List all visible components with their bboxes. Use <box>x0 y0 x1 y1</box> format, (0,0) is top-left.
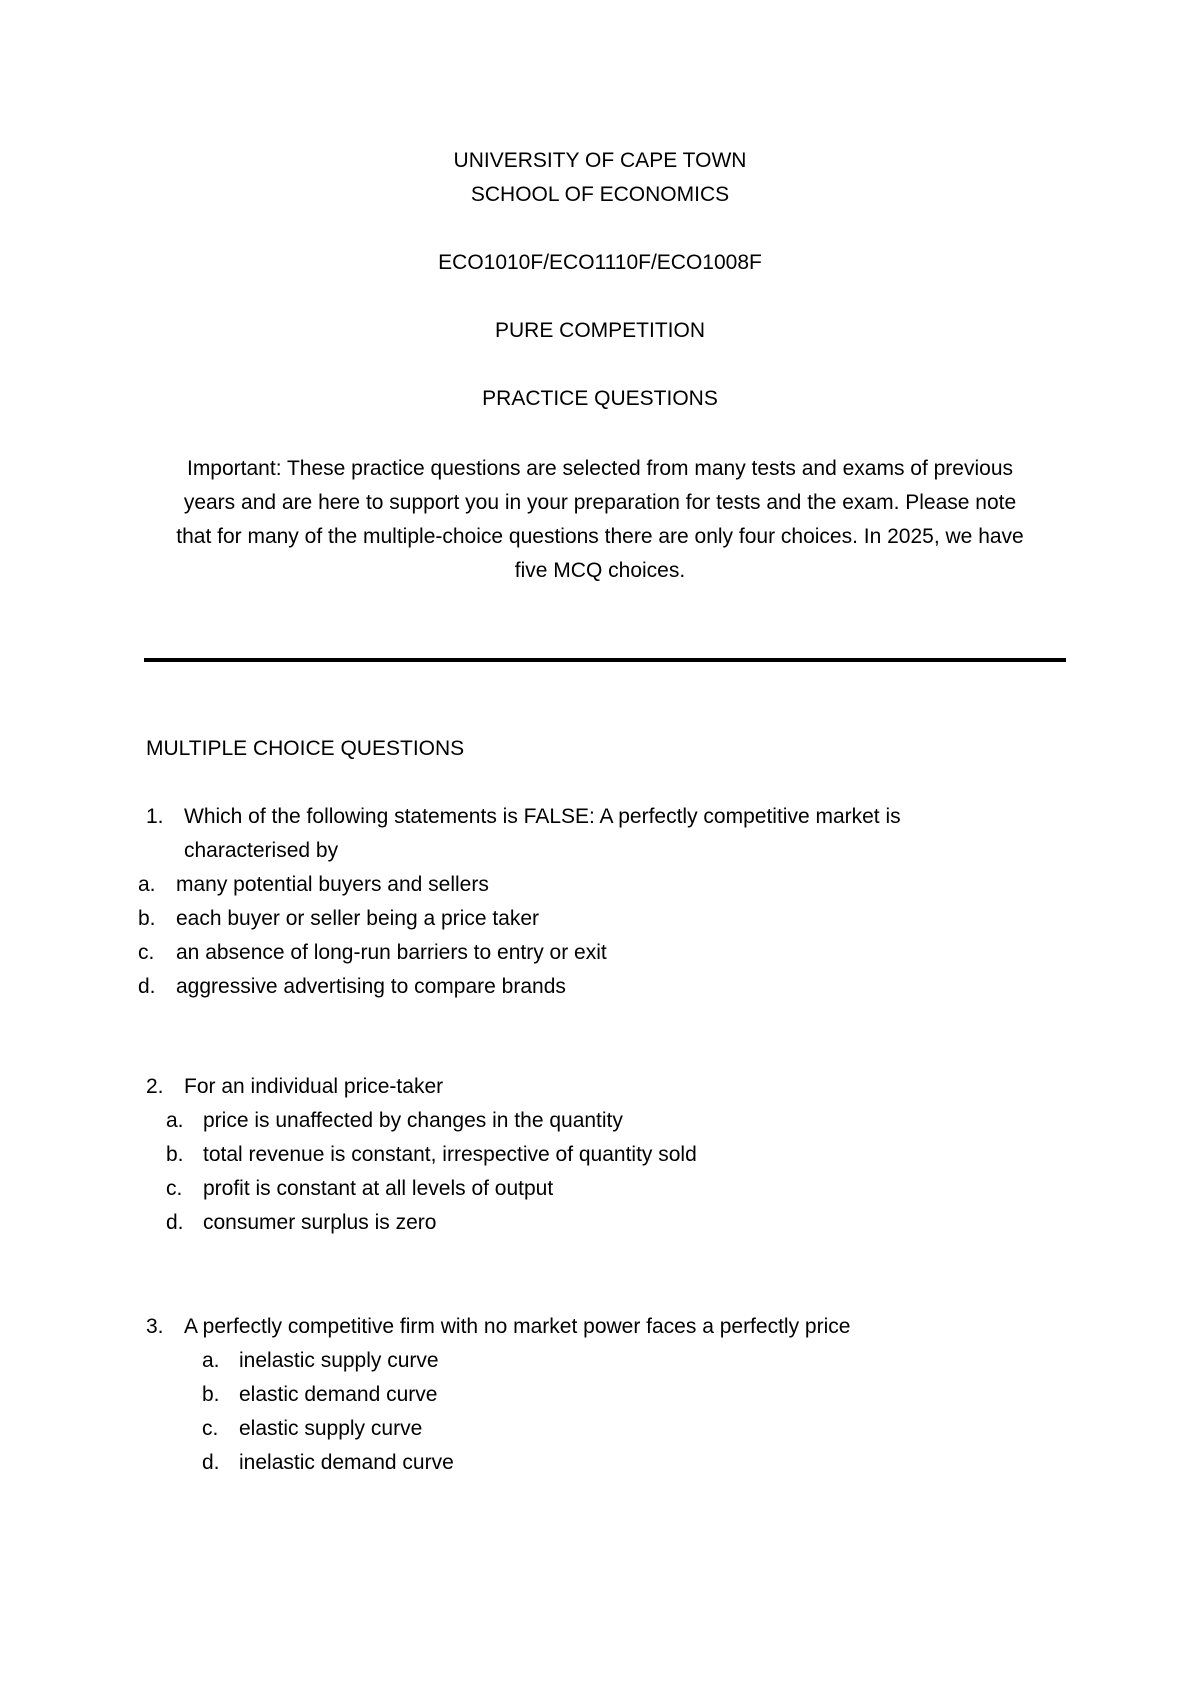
question-text: characterised by <box>184 839 339 862</box>
option-text: many potential buyers and sellers <box>176 873 489 896</box>
option-text: elastic supply curve <box>239 1417 423 1440</box>
option-letter: b. <box>166 1143 184 1166</box>
notice-line: Important: These practice questions are selected from many tests and exams of previous <box>186 457 1013 480</box>
notice-line: that for many of the multiple-choice questions there are only four choices. In 2025, we have <box>176 525 1024 548</box>
question-text: A perfectly competitive firm with no market power faces a perfectly price <box>184 1315 851 1338</box>
option-letter: a. <box>166 1109 184 1132</box>
option-letter: c. <box>202 1417 219 1440</box>
option-text: aggressive advertising to compare brands <box>176 975 566 998</box>
option-text: total revenue is constant, irrespective of quantity sold <box>203 1143 697 1166</box>
option-letter: a. <box>138 873 156 896</box>
option-text: each buyer or seller being a price taker <box>176 907 540 930</box>
option-letter: d. <box>202 1451 220 1474</box>
option-text: elastic demand curve <box>239 1383 438 1406</box>
question-number: 1. <box>146 805 164 828</box>
section-title: MULTIPLE CHOICE QUESTIONS <box>146 737 465 760</box>
option-text: an absence of long-run barriers to entry or exit <box>176 941 607 964</box>
option-letter: c. <box>166 1177 183 1200</box>
option-letter: b. <box>138 907 156 930</box>
school-name: SCHOOL OF ECONOMICS <box>470 183 730 206</box>
option-letter: d. <box>166 1211 184 1234</box>
option-text: consumer surplus is zero <box>203 1211 437 1234</box>
notice-line: five MCQ choices. <box>514 559 686 582</box>
question-number: 3. <box>146 1315 164 1338</box>
course-codes: ECO1010F/ECO1110F/ECO1008F <box>438 251 762 274</box>
question-text: For an individual price-taker <box>184 1075 444 1098</box>
notice-line: years and are here to support you in your preparation for tests and the exam. Please note <box>183 491 1017 514</box>
option-text: price is unaffected by changes in the quantity <box>203 1109 623 1132</box>
document-type: PRACTICE QUESTIONS <box>482 387 718 410</box>
option-text: inelastic demand curve <box>239 1451 454 1474</box>
option-letter: c. <box>138 941 155 964</box>
horizontal-divider <box>144 658 1066 662</box>
option-letter: d. <box>138 975 156 998</box>
option-letter: b. <box>202 1383 220 1406</box>
topic-title: PURE COMPETITION <box>494 319 705 342</box>
question-number: 2. <box>146 1075 164 1098</box>
option-letter: a. <box>202 1349 220 1372</box>
university-name: UNIVERSITY OF CAPE TOWN <box>453 149 747 172</box>
question-text: Which of the following statements is FALSE: A perfectly competitive market is <box>184 805 901 828</box>
option-text: inelastic supply curve <box>239 1349 439 1372</box>
option-text: profit is constant at all levels of output <box>203 1177 554 1200</box>
